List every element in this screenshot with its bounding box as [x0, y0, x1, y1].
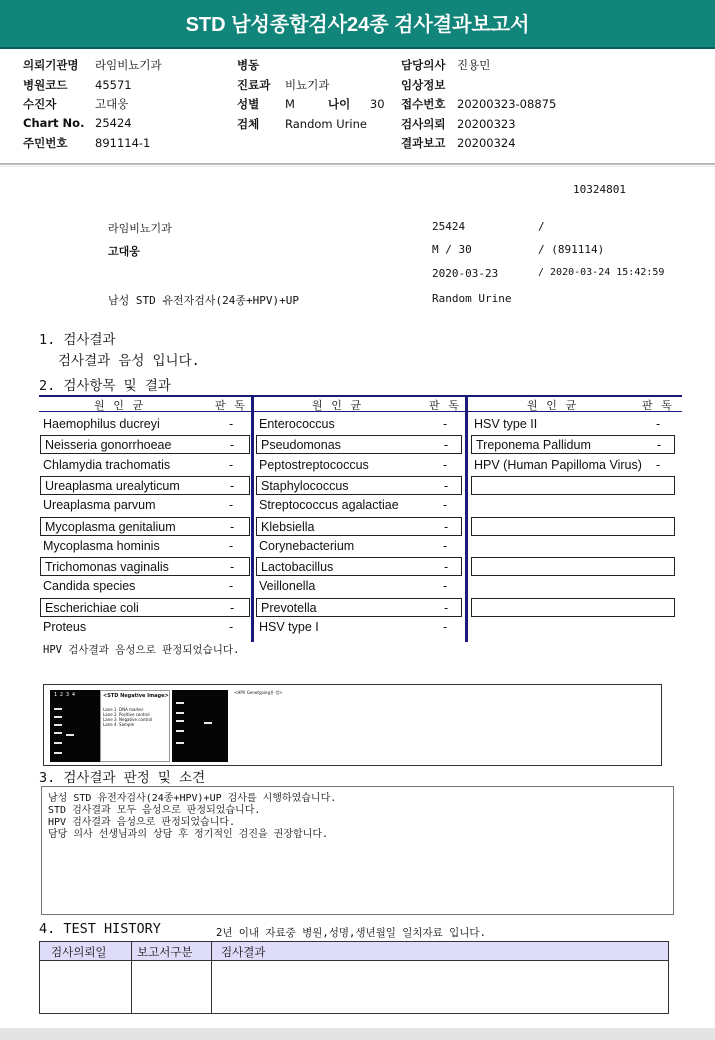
gel-band [54, 732, 62, 734]
pathogen-row [471, 557, 675, 576]
pathogen-result: - [444, 519, 449, 534]
pathogen-row [40, 598, 250, 617]
pathogen-row [39, 456, 251, 475]
pathogen-name: Lactobacillus [261, 560, 334, 575]
gel-lane-numbers: 1 2 3 4 [54, 692, 76, 698]
header-field-value: 25424 [95, 116, 132, 130]
pathogen-name: Chlamydia trachomatis [43, 457, 171, 472]
gel-band [204, 722, 212, 724]
pathogen-result: - [229, 417, 234, 431]
header-field-value: M [285, 97, 295, 111]
header-field [401, 57, 490, 73]
pathogen-name: Pseudomonas [261, 438, 341, 453]
pathogen-name: Veillonella [259, 579, 316, 594]
pathogen-result: - [443, 538, 448, 553]
history-column-divider [131, 942, 132, 1013]
header-divider [0, 163, 715, 165]
gel-band [176, 720, 184, 722]
header-field-label: 주민번호 [23, 136, 68, 150]
pathogen-row [256, 476, 462, 495]
header-field-label: 검사의뢰 [401, 117, 446, 131]
pathogen-row [40, 435, 250, 454]
interpretation-box [41, 786, 674, 915]
pathogen-name: Treponema Pallidum [476, 438, 591, 453]
pathogen-row [40, 476, 250, 495]
pathogen-result: - [657, 438, 662, 453]
header-field-value: Random Urine [285, 117, 367, 131]
column-header-result: 판 독 [215, 399, 246, 412]
header-field [23, 57, 162, 73]
header-field [237, 116, 367, 132]
pathogen-row [471, 598, 675, 617]
history-header-type: 보고서구분 [137, 945, 193, 959]
header-field-value: 비뇨기과 [285, 78, 330, 92]
pathogen-result: - [229, 498, 234, 513]
header-field-value: 고대웅 [95, 97, 129, 111]
pathogen-row [255, 496, 463, 515]
pathogen-result: - [443, 579, 448, 594]
pathogen-result: - [443, 417, 448, 431]
column-divider [465, 395, 468, 642]
report-clinic: 라임비뇨기과 [108, 222, 172, 235]
pathogen-result: - [444, 478, 449, 493]
pathogen-row [39, 618, 251, 637]
pathogen-result: - [229, 620, 234, 634]
history-header-result: 검사결과 [221, 945, 266, 959]
header-field-label: 성별 [237, 97, 260, 111]
pathogen-row [256, 598, 462, 617]
pathogen-result: - [230, 438, 235, 453]
pathogen-name: Corynebacterium [259, 538, 355, 553]
gel-caption [100, 690, 170, 762]
pathogen-result: - [443, 620, 448, 634]
header-field-value: 20200323 [457, 117, 516, 131]
hpv-gel-caption: <HPV Genotyping용 겔> [234, 690, 283, 695]
header-field [23, 135, 150, 151]
pathogen-name: Haemophilus ducreyi [43, 417, 160, 431]
pathogen-result: - [443, 498, 448, 513]
header-field-value: 891114-1 [95, 136, 151, 150]
pathogen-name: HSV type I [259, 620, 319, 634]
pathogen-result: - [230, 478, 235, 493]
header-field-label: Chart No. [23, 116, 85, 130]
header-field [23, 116, 132, 130]
header-field-label: 결과보고 [401, 136, 446, 150]
header-field-label: 접수번호 [401, 97, 446, 111]
pathogen-result: - [444, 600, 449, 615]
report-datetime: / 2020-03-24 15:42:59 [538, 267, 665, 278]
report-title: STD 남성종합검사24종 검사결과보고서 [0, 0, 715, 47]
header-field [401, 116, 516, 132]
pathogen-row [39, 415, 251, 434]
pathogen-name: Mycoplasma hominis [43, 538, 160, 553]
pathogen-name: Candida species [43, 579, 136, 594]
pathogen-row [470, 496, 676, 515]
pathogen-row [39, 496, 251, 515]
column-header-result: 판 독 [642, 399, 673, 412]
gel-image-panel [43, 684, 662, 766]
gel-caption-line: Lane 3. Negative control [103, 717, 153, 722]
pathogen-result: - [229, 457, 234, 472]
pathogen-result: - [230, 600, 235, 615]
gel-band [176, 702, 184, 704]
pathogen-result: - [230, 519, 235, 534]
gel-band [66, 734, 74, 736]
age-value: 30 [369, 97, 385, 111]
pathogen-result: - [443, 457, 448, 472]
pathogen-name: Neisseria gonorrhoeae [45, 438, 172, 453]
gel-caption-lines [103, 707, 167, 727]
header-field-value: 20200324 [457, 136, 516, 150]
header-field-label: 임상정보 [401, 78, 446, 92]
pathogen-name: Ureaplasma parvum [43, 498, 156, 513]
interpretation-line: 담당 의사 선생님과의 상담 후 정기적인 검진을 권장합니다. [48, 829, 329, 840]
header-field-label: 의뢰기관명 [23, 58, 79, 72]
pathogen-name: Trichomonas vaginalis [45, 560, 169, 575]
column-divider [251, 395, 254, 642]
header-field-value: 라임비뇨기과 [95, 58, 162, 72]
header-field-label: 수진자 [23, 97, 57, 111]
section-4-title: 4. TEST HISTORY [39, 921, 161, 937]
history-note: 2년 이내 자료중 병원,성명,생년월일 일치자료 입니다. [216, 927, 486, 939]
pathogen-row [471, 476, 675, 495]
header-field [23, 96, 128, 112]
pathogen-name: HSV type II [474, 417, 538, 431]
section-1-title: 1. 검사결과 [39, 332, 116, 348]
pathogen-table [39, 395, 682, 642]
header-field [401, 96, 556, 112]
pathogen-name: Streptococcus agalactiae [259, 498, 399, 513]
pathogen-row [470, 456, 676, 475]
interpretation-text [48, 793, 336, 841]
header-field-value: 20200323-08875 [457, 97, 557, 111]
title-divider [0, 47, 715, 49]
pathogen-name: HPV (Human Papilloma Virus) [474, 457, 642, 472]
column-header-pathogen: 원 인 균 [94, 399, 145, 412]
pathogen-name: Escherichiae coli [45, 600, 139, 615]
section-2-title: 2. 검사항목 및 결과 [39, 378, 171, 394]
pathogen-row [255, 456, 463, 475]
age-label: 나이 [328, 97, 351, 111]
pathogen-name: Enterococcus [259, 417, 335, 431]
pathogen-row [470, 415, 676, 434]
section-3-title: 3. 검사결과 판정 및 소견 [39, 770, 206, 786]
gel-band [176, 730, 184, 732]
gel-band [176, 742, 184, 744]
header-field [23, 77, 132, 93]
report-request-date: 2020-03-23 [432, 267, 499, 280]
pathogen-result: - [444, 560, 449, 575]
header-field-label: 병원코드 [23, 78, 68, 92]
header-field-value: 45571 [95, 78, 132, 92]
header-field [237, 57, 285, 73]
pathogen-name: Mycoplasma genitalium [45, 519, 176, 534]
history-column-divider [211, 942, 212, 1013]
header-field [237, 96, 295, 112]
gel-band [176, 712, 184, 714]
pathogen-row [40, 557, 250, 576]
pathogen-name: Staphylococcus [261, 478, 349, 493]
pathogen-row [255, 415, 463, 434]
pathogen-row [256, 435, 462, 454]
gel-caption-line: Lane 1. DNA marker [103, 707, 144, 712]
history-table [39, 941, 669, 1014]
report-number: 10324801 [573, 183, 626, 196]
column-header-pathogen: 원 인 균 [527, 399, 578, 412]
header-field-value: 진용민 [457, 58, 491, 72]
gel-image-std [50, 690, 100, 762]
interpretation-line: STD 검사결과 모두 음성으로 판정되었습니다. [48, 805, 261, 816]
header-field-label: 병동 [237, 58, 260, 72]
pathogen-row [471, 435, 675, 454]
pathogen-row [256, 517, 462, 536]
pathogen-row [40, 517, 250, 536]
pathogen-row [256, 557, 462, 576]
pathogen-name: Peptostreptococcus [259, 457, 369, 472]
gel-band [54, 708, 62, 710]
column-header-result: 판 독 [429, 399, 460, 412]
pathogen-result: - [656, 417, 661, 431]
gel-band [54, 742, 62, 744]
header-divider-shadow [0, 166, 715, 167]
gel-caption-line: Lane 2. Positive control [103, 712, 150, 717]
report-test-name: 남성 STD 유전자검사(24종+HPV)+UP [108, 294, 299, 307]
gel-caption-line: Lane 4. Sample [103, 722, 135, 727]
pathogen-row [255, 537, 463, 556]
history-header-row [40, 942, 668, 961]
header-field-label: 검체 [237, 117, 260, 131]
result-summary: 검사결과 음성 입니다. [58, 353, 200, 369]
pathogen-row [470, 618, 676, 637]
pathogen-result: - [230, 560, 235, 575]
hpv-note: HPV 검사결과 음성으로 판정되었습니다. [43, 644, 240, 656]
pathogen-result: - [229, 538, 234, 553]
pathogen-result: - [229, 579, 234, 594]
report-patient: 고대웅 [108, 245, 140, 258]
report-chart: 25424 [432, 220, 466, 233]
report-sex-age: M / 30 [432, 243, 472, 256]
gel-caption-title: <STD Negative Image> [103, 693, 169, 699]
history-header-date: 검사의뢰일 [51, 945, 107, 959]
header-field-label: 담당의사 [401, 58, 446, 72]
header-field [401, 77, 457, 93]
gel-band [54, 724, 62, 726]
pathogen-result: - [444, 438, 449, 453]
interpretation-line: HPV 검사결과 음성으로 판정되었습니다. [48, 817, 236, 828]
interpretation-line: 남성 STD 유전자검사(24종+HPV)+UP 검사를 시행하였습니다. [48, 793, 337, 804]
pathogen-row [255, 618, 463, 637]
header-field [237, 77, 329, 93]
pathogen-row [39, 577, 251, 596]
report-birth: / (891114) [538, 243, 605, 256]
pathogen-row [470, 537, 676, 556]
pathogen-name: Prevotella [261, 600, 317, 615]
gel-image-hpv [172, 690, 228, 762]
report-slash: / [538, 220, 545, 233]
page-footer-strip [0, 1028, 715, 1040]
pathogen-name: Proteus [43, 620, 87, 634]
pathogen-row [470, 577, 676, 596]
header-field-label: 진료과 [237, 78, 271, 92]
gel-band [54, 716, 62, 718]
age-field [328, 96, 385, 112]
gel-band [54, 752, 62, 754]
pathogen-name: Klebsiella [261, 519, 315, 534]
pathogen-name: Ureaplasma urealyticum [45, 478, 180, 493]
pathogen-result: - [656, 457, 661, 472]
pathogen-row [471, 517, 675, 536]
pathogen-row [255, 577, 463, 596]
column-header-pathogen: 원 인 균 [312, 399, 363, 412]
report-specimen: Random Urine [432, 292, 512, 305]
header-field [401, 135, 516, 151]
pathogen-row [39, 537, 251, 556]
